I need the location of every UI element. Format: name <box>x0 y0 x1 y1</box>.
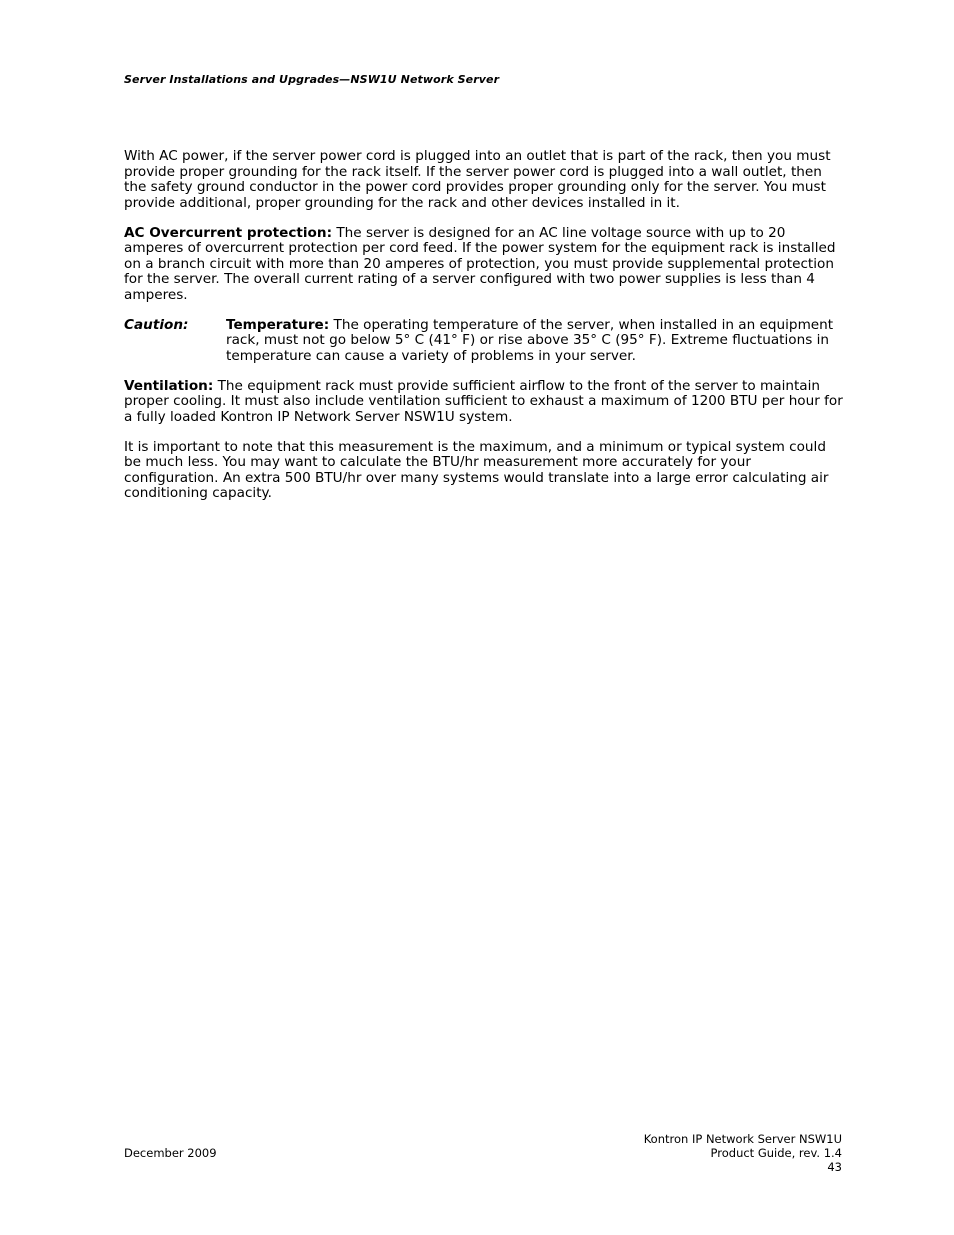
footer-product-name: Kontron IP Network Server NSW1U <box>643 1132 842 1146</box>
ventilation-label: Ventilation: <box>124 377 214 394</box>
overcurrent-label: AC Overcurrent protection: <box>124 224 333 241</box>
page-body <box>124 149 844 516</box>
ventilation-text: The equipment rack must provide sufficient airflow to the front of the server to maintain proper cooling. It must also include ventilation sufficient to exhaust a maximum of 1200 BTU per hour for a fully loaded Kontron IP Network Server NSW1U system. <box>124 377 843 425</box>
footer-page-number: 43 <box>827 1160 842 1174</box>
caution-text: The operating temperature of the server, when installed in an equipment rack, must not go below 5° C (41° F) or rise above 35° C (95° F). Extreme fluctuations in temperature can cause a variety of problems in your server. <box>226 316 834 364</box>
caution-body <box>226 318 844 365</box>
paragraph-ac-power: With AC power, if the server power cord is plugged into an outlet that is part of the rack, then you must provide proper grounding for the rack itself. If the server power cord is plugged into a wall outlet, then the safety ground conductor in the power cord provides proper grounding only for the server. You must provide additional, proper grounding for the rack and other devices installed in it. <box>124 148 831 211</box>
paragraph-overcurrent <box>124 226 844 304</box>
footer-guide-revision: Product Guide, rev. 1.4 <box>710 1146 842 1160</box>
footer-date: December 2009 <box>124 1146 217 1160</box>
caution-block <box>124 318 844 365</box>
paragraph-measurement: It is important to note that this measurement is the maximum, and a minimum or typical system could be much less. You may want to calculate the BTU/hr measurement more accurately for your configuration. An extra 500 BTU/hr over many systems would translate into a large error calculating air conditioning capacity. <box>124 438 829 501</box>
caution-label: Caution: <box>124 316 189 333</box>
running-header: Server Installations and Upgrades—NSW1U Network Server <box>124 73 500 86</box>
paragraph-ventilation <box>124 379 844 426</box>
caution-term: Temperature: <box>226 316 330 333</box>
footer-product-info <box>644 1132 842 1174</box>
overcurrent-text: The server is designed for an AC line voltage source with up to 20 amperes of overcurrent protection per cord feed. If the power system for the equipment rack is installed on a branch circuit with more than 20 amperes of protection, you must provide supplemental protection for the server. The overall current rating of a server configured with two power supplies is less than 4 amperes. <box>124 224 836 303</box>
